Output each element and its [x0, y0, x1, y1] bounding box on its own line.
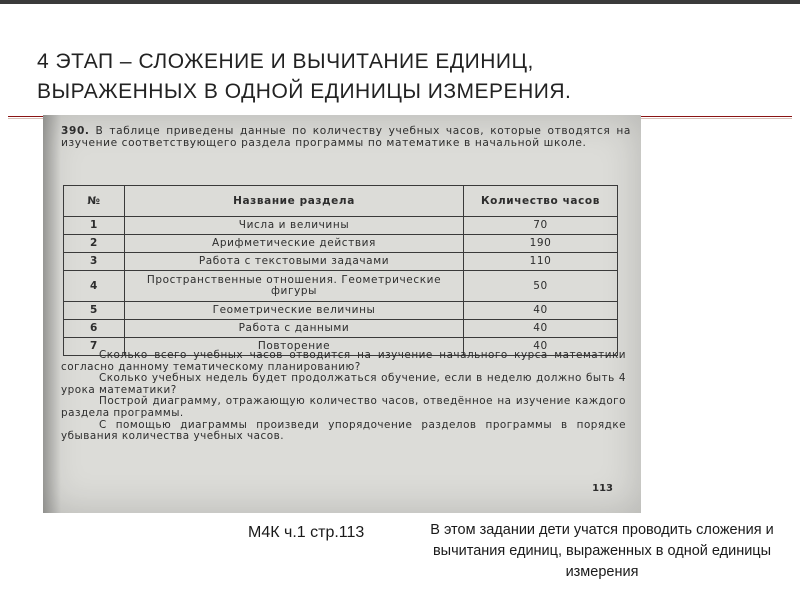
table-row — [64, 217, 618, 235]
table-row — [64, 253, 618, 271]
task-intro-text: В таблице приведены данные по количеству учебных часов, которые отводятся на изучение соответствующего раздела программы по математике в начальной школе. — [61, 125, 631, 149]
description-caption: В этом задании дети учатся проводить сложения и вычитания единиц, выраженных в одной единицы измерения — [430, 522, 774, 580]
row-hours: 70 — [464, 217, 618, 235]
row-number: 1 — [64, 217, 125, 235]
page-number: 113 — [592, 483, 613, 494]
row-section-name: Числа и величины — [125, 217, 464, 235]
question-paragraph: Построй диаграмму, отражающую количество часов, отведённое на изучение каждого раздела программы. — [61, 395, 626, 419]
question-paragraph: Сколько всего учебных часов отводится на изучение начального курса математики согласно данному тематическому планированию? — [61, 349, 626, 373]
table-row — [64, 320, 618, 338]
top-border — [0, 0, 800, 4]
task-intro — [61, 125, 631, 149]
slide-title-line-2: ВЫРАЖЕННЫХ В ОДНОЙ ЕДИНИЦЫ ИЗМЕРЕНИЯ. — [37, 80, 572, 103]
task-questions — [61, 350, 626, 443]
question-paragraph: Сколько учебных недель будет продолжаться обучение, если в неделю должно быть 4 урока математики? — [61, 372, 626, 396]
row-section-name: Арифметические действия — [125, 235, 464, 253]
table-row — [64, 235, 618, 253]
row-section-name: Пространственные отношения. Геометрические фигуры — [125, 271, 464, 302]
row-hours: 110 — [464, 253, 618, 271]
question-paragraph: С помощью диаграммы произведи упорядочение разделов программы в порядке убывания количества учебных часов. — [61, 418, 626, 443]
row-section-name: Работа с данными — [125, 320, 464, 338]
row-hours: 40 — [464, 302, 618, 320]
row-section-name: Геометрические величины — [125, 302, 464, 320]
row-number: 2 — [64, 235, 125, 253]
hours-table — [63, 185, 618, 356]
source-caption: М4К ч.1 стр.113 — [248, 524, 365, 541]
row-number: 6 — [64, 320, 125, 338]
row-number: 4 — [64, 271, 125, 302]
row-hours: 40 — [464, 320, 618, 338]
row-hours: 190 — [464, 235, 618, 253]
row-number: 3 — [64, 253, 125, 271]
scan-binding-shadow — [43, 115, 61, 513]
row-number: 5 — [64, 302, 125, 320]
slide-title — [37, 47, 777, 107]
table-row — [64, 271, 618, 302]
textbook-scan-image — [43, 115, 641, 513]
row-hours: 50 — [464, 271, 618, 302]
row-hours: 40 — [464, 338, 618, 356]
header-section-name: Название раздела — [125, 186, 464, 217]
table-header-row — [64, 186, 618, 217]
slide-title-line-1: 4 ЭТАП – СЛОЖЕНИЕ И ВЫЧИТАНИЕ ЕДИНИЦ, — [37, 50, 534, 73]
task-number: 390. — [61, 125, 90, 137]
task-block — [61, 125, 631, 149]
header-number: № — [64, 186, 125, 217]
header-hours: Количество часов — [464, 186, 618, 217]
row-section-name: Повторение — [125, 338, 464, 356]
row-section-name: Работа с текстовыми задачами — [125, 253, 464, 271]
row-number: 7 — [64, 338, 125, 356]
table-row — [64, 302, 618, 320]
